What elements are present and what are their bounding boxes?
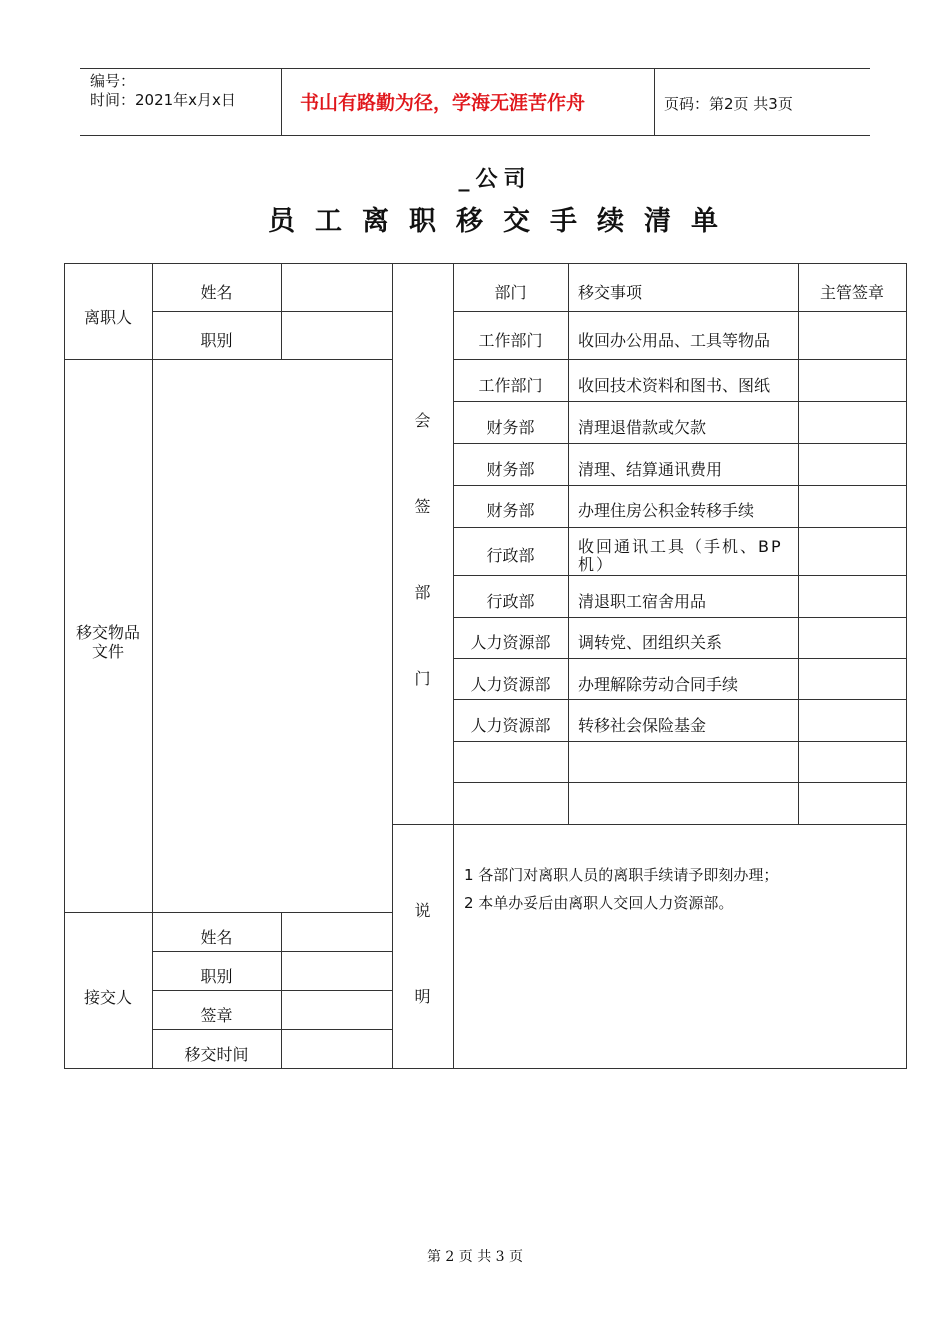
supervisor-sign-field[interactable] [799,700,906,741]
supervisor-sign-field[interactable] [799,486,906,527]
dept-column-header: 部门 [494,283,527,302]
header-page-info: 页码：第2页 共3页 [664,95,793,113]
supervisor-sign-field[interactable] [799,312,906,359]
item-cell: 办理解除劳动合同手续 [578,675,739,694]
dept-cell: 人力资源部 [470,675,551,694]
item-cell: 清理、结算通讯费用 [578,460,723,479]
dept-cell: 工作部门 [478,376,543,395]
dept-cell: 人力资源部 [470,633,551,652]
dept-cell: 财务部 [486,418,535,437]
document-time-label: 时间：2021年x月x日 [90,91,236,109]
dept-cell: 行政部 [486,592,535,611]
resignee-position-field[interactable] [282,312,392,359]
handover-items-field[interactable] [153,360,392,912]
item-cell: 收回通讯工具（手机、BP机） [578,537,783,574]
sign-column-header: 主管签章 [819,283,884,302]
resignee-name-label: 姓名 [200,283,233,302]
supervisor-sign-field[interactable] [799,659,906,699]
note-line-1: 1 各部门对离职人员的离职手续请予即刻办理； [464,866,779,884]
receiver-name-label: 姓名 [200,928,233,947]
receiver-seal-label: 签章 [200,1006,233,1025]
item-cell: 调转党、团组织关系 [578,633,723,652]
countersign-char-2: 签 [414,497,431,516]
item-cell: 清退职工宿舍用品 [578,592,707,611]
dept-cell: 人力资源部 [470,716,551,735]
supervisor-sign-field[interactable] [799,528,906,575]
dept-cell: 行政部 [486,546,535,565]
receiver-position-field[interactable] [282,952,392,990]
item-cell: 清理退借款或欠款 [578,418,707,437]
supervisor-sign-field[interactable] [799,576,906,617]
resignee-position-label: 职别 [200,331,233,350]
countersign-char-3: 部 [414,583,431,602]
handover-items-label: 移交物品文件 [75,623,140,661]
company-title: _公司 [458,166,532,192]
receiver-position-label: 职别 [200,967,233,986]
countersign-char-4: 门 [414,669,431,688]
handover-time-label: 移交时间 [184,1045,249,1064]
resignee-label: 离职人 [83,308,132,327]
supervisor-sign-field[interactable] [799,444,906,485]
supervisor-sign-field[interactable] [799,402,906,443]
item-cell: 收回办公用品、工具等物品 [578,331,771,350]
header-motto: 书山有路勤为径，学海无涯苦作舟 [300,92,586,114]
dept-cell: 财务部 [486,460,535,479]
supervisor-sign-field[interactable] [799,618,906,658]
item-cell: 收回技术资料和图书、图纸 [578,376,771,395]
item-column-header: 移交事项 [578,283,643,302]
receiver-label: 接交人 [83,988,132,1007]
dept-cell: 工作部门 [478,331,543,350]
item-cell: 办理住房公积金转移手续 [578,501,755,520]
resignee-name-field[interactable] [282,264,392,311]
receiver-name-field[interactable] [282,913,392,951]
explain-char-2: 明 [414,987,431,1006]
document-number-label: 编号： [90,72,136,90]
explain-char-1: 说 [414,901,431,920]
page-title: 员工离职移交手续清单 [268,206,738,237]
dept-cell: 财务部 [486,501,535,520]
supervisor-sign-field[interactable] [799,360,906,401]
receiver-seal-field[interactable] [282,991,392,1029]
note-line-2: 2 本单办妥后由离职人交回人力资源部。 [464,894,734,912]
page-footer: 第 2 页 共 3 页 [426,1249,524,1265]
item-cell: 转移社会保险基金 [578,716,707,735]
countersign-char-1: 会 [414,411,431,430]
handover-time-field[interactable] [282,1030,392,1068]
